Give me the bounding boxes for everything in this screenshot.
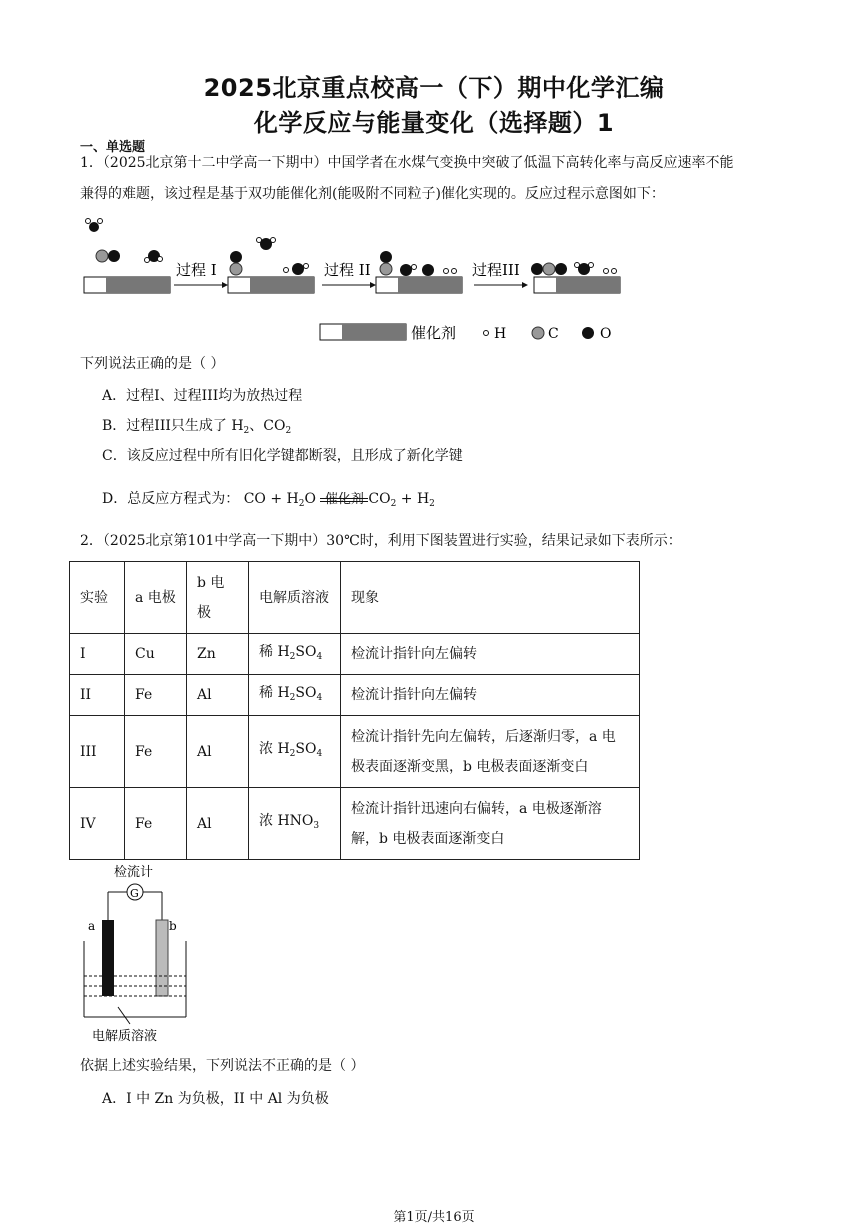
experiment-table <box>69 561 640 860</box>
header-phenomenon: 现象 <box>341 562 640 634</box>
stage-3 <box>376 251 462 293</box>
q1-option-d[interactable]: D．总反应方程式为： CO + $H_2O$ 催化剂 $CO_2 + H_2$ <box>102 488 435 509</box>
header-a: a 电极 <box>125 562 187 634</box>
meter-label: 检流计 <box>114 865 154 880</box>
table-row: I Cu Zn 稀 $H_2SO_4$ 检流计指针向左偏转 <box>70 634 640 675</box>
meter-symbol: G <box>130 887 139 900</box>
legend-catalyst: 催化剂 <box>411 324 457 342</box>
q1-option-c[interactable]: C．该反应过程中所有旧化学键都断裂，且形成了新化学键 <box>102 448 463 464</box>
stage-2 <box>228 238 314 294</box>
table-header-row <box>70 562 640 634</box>
q1-option-a[interactable]: A．过程I、过程III均为放热过程 <box>102 388 303 404</box>
diagram-legend <box>320 324 611 342</box>
header-b: b 电极 <box>187 562 249 634</box>
header-exp: 实验 <box>70 562 125 634</box>
section-heading: 一、单选题 <box>80 140 146 155</box>
process-1-label: 过程 I <box>176 261 217 279</box>
page-footer: 第1页/共16页 <box>393 1210 475 1225</box>
q2-question: 依据上述实验结果，下列说法不正确的是（ ） <box>80 1058 365 1074</box>
page-title-line2: 化学反应与能量变化（选择题）1 <box>253 109 615 137</box>
page-title-line1: 2025北京重点校高一（下）期中化学汇编 <box>203 74 665 102</box>
process-2-label: 过程 II <box>324 261 371 279</box>
q1-question: 下列说法正确的是（ ） <box>80 356 225 372</box>
reaction-process-diagram <box>76 210 636 350</box>
stage-4 <box>531 263 620 294</box>
q2-option-a[interactable]: A．I 中 Zn 为负极，II 中 Al 为负极 <box>102 1091 329 1107</box>
legend-o: O <box>600 326 612 342</box>
legend-h: H <box>494 326 507 342</box>
process-3-label: 过程III <box>472 261 520 279</box>
galvanic-apparatus-diagram <box>78 862 198 1047</box>
electrode-b-label: b <box>169 919 177 933</box>
electrode-a-label: a <box>88 919 96 933</box>
stage-1 <box>84 219 170 294</box>
q1-stem-line2: 兼得的难题，该过程是基于双功能催化剂(能吸附不同粒子)催化实现的。反应过程示意图如下： <box>80 186 665 202</box>
catalyst-label: 催化剂 <box>324 492 364 507</box>
q1-stem-line1: 1．（2025北京第十二中学高一下期中）中国学者在水煤气变换中突破了低温下高转化率与高反应速率不能 <box>80 155 734 171</box>
table-row: III Fe Al 浓 $H_2SO_4$ 检流计指针先向左偏转，后逐渐归零，a 电 极表面逐渐变黑，b 电极表面逐渐变白 <box>70 716 640 788</box>
solution-label: 电解质溶液 <box>92 1029 158 1044</box>
table-row: IV Fe Al 浓 $HNO_3$ 检流计指针迅速向右偏转，a 电极逐渐溶 解，b 电极表面逐渐变白 <box>70 788 640 860</box>
table-row: II Fe Al 稀 $H_2SO_4$ 检流计指针向左偏转 <box>70 675 640 716</box>
q2-stem: 2．（2025北京第101中学高一下期中）30℃时，利用下图装置进行实验，结果记录如下表所示： <box>80 533 682 549</box>
legend-c: C <box>548 326 559 342</box>
q1-option-b[interactable]: B．过程III只生成了 $H_2$、$CO_2$ <box>102 418 292 436</box>
header-solution: 电解质溶液 <box>249 562 341 634</box>
